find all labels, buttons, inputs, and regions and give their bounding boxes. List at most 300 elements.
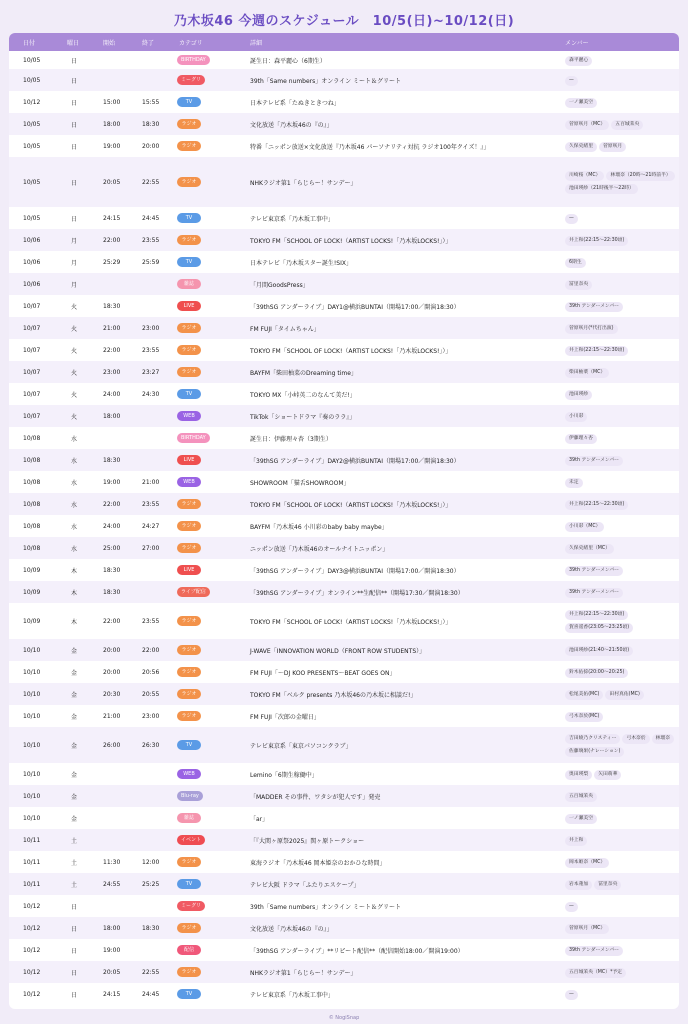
- cell-members: [555, 405, 679, 427]
- cell-start: [99, 427, 138, 449]
- cell-members: [555, 537, 679, 559]
- cell-start: 11:30: [103, 858, 121, 866]
- cell-start: 24:15: [103, 990, 121, 998]
- cell-members: [555, 705, 679, 727]
- cell-day: 水: [71, 435, 78, 443]
- member-chip: 賀喜遥香(23:05〜23:25頃): [565, 623, 633, 633]
- cell-date: 10/10: [23, 668, 41, 676]
- cell-end: 23:00: [142, 324, 160, 332]
- category-badge: ライブ配信: [177, 587, 210, 597]
- cell-detail: 日本テレビ「乃木坂スター誕生!SIX」: [250, 259, 352, 267]
- category-badge: ラジオ: [177, 345, 201, 355]
- cell-detail: 東海ラジオ「乃木坂46 岡本姫奈のおかひな時間」: [250, 859, 386, 867]
- cell-detail: TOKYO MX「小峠英二のなんて美だ!」: [250, 391, 356, 399]
- cell-day: 月: [71, 281, 78, 289]
- cell-start: 20:05: [103, 968, 121, 976]
- cell-category: [177, 705, 246, 727]
- cell-day: 金: [71, 742, 78, 750]
- table-row: [9, 135, 679, 157]
- member-chip: 岡本姫奈（MC）: [565, 858, 609, 868]
- cell-category: [177, 273, 246, 295]
- cell-day: 日: [71, 143, 78, 151]
- cell-start: 22:00: [103, 500, 121, 508]
- cell-detail: 「39thSG アンダーライブ」DAY2@横浜BUNTAI（開場17:00／開演18:30）: [250, 457, 460, 465]
- cell-members: [555, 807, 679, 829]
- cell-day: 日: [71, 903, 78, 911]
- cell-members: [555, 683, 679, 705]
- cell-date: 10/11: [23, 880, 41, 888]
- category-badge: LIVE: [177, 301, 201, 311]
- cell-end: 26:30: [142, 741, 160, 749]
- table-row: [9, 339, 679, 361]
- cell-start: 19:00: [103, 946, 121, 954]
- cell-members: [555, 135, 679, 157]
- header-start: 開始: [103, 39, 116, 47]
- cell-start: 20:30: [103, 690, 121, 698]
- table-row: [9, 559, 679, 581]
- cell-category: [177, 851, 246, 873]
- table-row: [9, 471, 679, 493]
- cell-date: 10/07: [23, 346, 41, 354]
- table-row: [9, 683, 679, 705]
- cell-day: 金: [71, 815, 78, 823]
- category-badge: LIVE: [177, 455, 201, 465]
- cell-start: 25:29: [103, 258, 121, 266]
- category-badge: TV: [177, 97, 201, 107]
- cell-date: 10/12: [23, 990, 41, 998]
- cell-members: [555, 383, 679, 405]
- cell-date: 10/08: [23, 478, 41, 486]
- category-badge: ミーグリ: [177, 75, 205, 85]
- category-badge: 雑誌: [177, 813, 201, 823]
- cell-category: [177, 113, 246, 135]
- table-row: [9, 427, 679, 449]
- category-badge: ラジオ: [177, 499, 201, 509]
- cell-category: [177, 807, 246, 829]
- cell-members: [555, 69, 679, 91]
- cell-start: 19:00: [103, 478, 121, 486]
- member-chip: 39th アンダーメンバー: [565, 456, 623, 466]
- member-chip: 井上和: [565, 836, 587, 846]
- category-badge: ラジオ: [177, 177, 201, 187]
- cell-category: [177, 961, 246, 983]
- cell-date: 10/08: [23, 522, 41, 530]
- cell-category: [177, 727, 246, 763]
- cell-date: 10/10: [23, 814, 41, 822]
- cell-end: [138, 763, 177, 785]
- cell-detail: 「ar」: [250, 815, 269, 823]
- cell-members: [555, 851, 679, 873]
- cell-day: 水: [71, 457, 78, 465]
- cell-day: 火: [71, 347, 78, 355]
- cell-category: [177, 135, 246, 157]
- cell-category: [177, 515, 246, 537]
- cell-date: 10/12: [23, 98, 41, 106]
- cell-date: 10/08: [23, 500, 41, 508]
- header-detail: 詳細: [250, 39, 263, 47]
- cell-category: [177, 493, 246, 515]
- member-chip: 林瑠奈（20時〜21時前半）: [606, 171, 674, 181]
- cell-members: [555, 785, 679, 807]
- cell-members: [555, 873, 679, 895]
- cell-category: [177, 763, 246, 785]
- cell-start: 24:00: [103, 390, 121, 398]
- cell-members: [555, 91, 679, 113]
- member-chip: 菅原咲月: [599, 142, 626, 152]
- cell-end: [138, 829, 177, 851]
- category-badge: ラジオ: [177, 689, 201, 699]
- cell-detail: BAYFM「柴田柚菜のDreaming time」: [250, 369, 357, 377]
- cell-start: [99, 763, 138, 785]
- cell-start: 24:00: [103, 522, 121, 530]
- member-chip: 鈴木佑捺(20:00〜20:25): [565, 668, 628, 678]
- category-badge: ラジオ: [177, 521, 201, 531]
- member-chip: 冨里奈央: [594, 880, 621, 890]
- cell-day: 金: [71, 793, 78, 801]
- cell-end: 24:27: [142, 522, 160, 530]
- cell-end: 24:45: [142, 214, 160, 222]
- cell-detail: 日本テレビ系「たぬきときつね」: [250, 99, 340, 107]
- cell-date: 10/05: [23, 214, 41, 222]
- cell-detail: SHOWROOM「猫舌SHOWROOM」: [250, 479, 350, 487]
- cell-date: 10/10: [23, 712, 41, 720]
- cell-start: [99, 69, 138, 91]
- category-badge: TV: [177, 740, 201, 750]
- cell-date: 10/08: [23, 544, 41, 552]
- cell-date: 10/09: [23, 566, 41, 574]
- cell-end: 25:59: [142, 258, 160, 266]
- table-row: [9, 851, 679, 873]
- cell-category: [177, 229, 246, 251]
- cell-date: 10/12: [23, 946, 41, 954]
- cell-detail: TOKYO FM「SCHOOL OF LOCK!（ARTIST LOCKS!「乃木坂LOCKS!」）」: [250, 347, 452, 355]
- cell-category: [177, 683, 246, 705]
- cell-end: [138, 405, 177, 427]
- cell-members: [555, 51, 679, 69]
- cell-detail: ニッポン放送「乃木坂46のオールナイトニッポン」: [250, 545, 389, 553]
- cell-day: 日: [71, 121, 78, 129]
- member-chip: —: [565, 76, 578, 86]
- cell-members: [555, 983, 679, 1005]
- cell-start: 24:15: [103, 214, 121, 222]
- page-title: 乃木坂46 今週のスケジュール 10/5(日)~10/12(日): [173, 14, 515, 29]
- table-row: [9, 383, 679, 405]
- cell-detail: TOKYO FM「SCHOOL OF LOCK!（ARTIST LOCKS!「乃木坂LOCKS!」）」: [250, 618, 452, 626]
- cell-day: 月: [71, 259, 78, 267]
- cell-start: 15:00: [103, 98, 121, 106]
- member-chip: 井上和(22:15〜22:30頃): [565, 236, 628, 246]
- category-badge: ラジオ: [177, 235, 201, 245]
- cell-end: 23:55: [142, 617, 160, 625]
- cell-category: [177, 207, 246, 229]
- cell-members: [555, 157, 679, 207]
- cell-date: 10/09: [23, 617, 41, 625]
- cell-category: [177, 639, 246, 661]
- cell-members: [555, 427, 679, 449]
- table-row: [9, 661, 679, 683]
- cell-end: 18:30: [142, 120, 160, 128]
- cell-members: [555, 515, 679, 537]
- member-chip: 池田瑛紗(21:40〜21:50頃): [565, 646, 633, 656]
- cell-end: 12:00: [142, 858, 160, 866]
- cell-day: 金: [71, 771, 78, 779]
- member-chip: 井上和(22:15〜22:30頃): [565, 346, 628, 356]
- member-chip: 佐藤璃果(ナレーション): [565, 747, 624, 757]
- cell-category: [177, 449, 246, 471]
- cell-members: [555, 939, 679, 961]
- cell-category: [177, 339, 246, 361]
- cell-members: [555, 229, 679, 251]
- table-row: [9, 639, 679, 661]
- cell-detail: テレビ東京系「東京パソコンクラブ」: [250, 742, 352, 750]
- cell-category: [177, 471, 246, 493]
- cell-date: 10/07: [23, 412, 41, 420]
- cell-day: 日: [71, 179, 78, 187]
- cell-date: 10/10: [23, 770, 41, 778]
- cell-start: 24:55: [103, 880, 121, 888]
- cell-end: 27:00: [142, 544, 160, 552]
- table-row: [9, 895, 679, 917]
- cell-members: [555, 639, 679, 661]
- cell-detail: 文化放送「乃木坂46の『の』」: [250, 121, 333, 129]
- cell-date: 10/10: [23, 646, 41, 654]
- cell-start: 18:30: [103, 566, 121, 574]
- cell-day: 日: [71, 57, 78, 65]
- cell-day: 金: [71, 669, 78, 677]
- member-chip: 池田瑛紗（21時後半〜22時）: [565, 184, 638, 194]
- cell-end: 23:55: [142, 500, 160, 508]
- category-badge: BIRTHDAY: [177, 433, 210, 443]
- cell-category: [177, 603, 246, 639]
- cell-start: [99, 829, 138, 851]
- cell-members: [555, 917, 679, 939]
- category-badge: TV: [177, 213, 201, 223]
- cell-date: 10/05: [23, 56, 41, 64]
- cell-category: [177, 661, 246, 683]
- table-row: [9, 515, 679, 537]
- schedule-card: [9, 33, 679, 1009]
- category-badge: イベント: [177, 835, 205, 845]
- cell-members: [555, 961, 679, 983]
- cell-end: 20:56: [142, 668, 160, 676]
- cell-date: 10/05: [23, 120, 41, 128]
- cell-detail: TOKYO FM「SCHOOL OF LOCK!（ARTIST LOCKS!「乃木坂LOCKS!」）」: [250, 501, 452, 509]
- category-badge: TV: [177, 879, 201, 889]
- cell-end: [138, 785, 177, 807]
- cell-detail: NHKラジオ第1「らじらー！サンデー」: [250, 179, 357, 187]
- table-row: [9, 493, 679, 515]
- cell-end: 23:55: [142, 346, 160, 354]
- cell-start: 22:00: [103, 236, 121, 244]
- cell-detail: 「39thSG アンダーライブ」DAY3@横浜BUNTAI（開場17:00／開演18:30）: [250, 567, 460, 575]
- cell-start: 18:00: [103, 924, 121, 932]
- member-chip: 五百城茉央: [611, 120, 643, 130]
- cell-date: 10/11: [23, 836, 41, 844]
- member-chip: —: [565, 990, 578, 1000]
- cell-day: 日: [71, 925, 78, 933]
- table-row: [9, 807, 679, 829]
- cell-day: 水: [71, 501, 78, 509]
- table-row: [9, 251, 679, 273]
- cell-day: 木: [71, 618, 78, 626]
- cell-detail: FM FUJI「タイムちゃん」: [250, 325, 320, 333]
- cell-members: [555, 581, 679, 603]
- cell-detail: 「39thSG アンダーライブ」オンライン**生配信**（開場17:30／開演18:30）: [250, 589, 464, 597]
- member-chip: 川崎桜（MC）: [565, 171, 604, 181]
- cell-detail: 「『大関ヶ原祭2025』関ヶ原トークショー: [250, 837, 365, 845]
- cell-end: [138, 69, 177, 91]
- cell-date: 10/10: [23, 741, 41, 749]
- cell-end: 23:55: [142, 236, 160, 244]
- member-chip: 奥田瑛梨: [565, 770, 592, 780]
- cell-day: 金: [71, 713, 78, 721]
- member-chip: 39th アンダーメンバー: [565, 946, 623, 956]
- category-badge: ラジオ: [177, 667, 201, 677]
- member-chip: 柴田柚菜（MC）: [565, 368, 609, 378]
- cell-members: [555, 361, 679, 383]
- category-badge: ラジオ: [177, 711, 201, 721]
- cell-end: [138, 895, 177, 917]
- category-badge: ラジオ: [177, 923, 201, 933]
- member-chip: 一ノ瀬美空: [565, 814, 597, 824]
- table-row: [9, 603, 679, 639]
- cell-start: [99, 895, 138, 917]
- table-row: [9, 91, 679, 113]
- header-day: 曜日: [67, 39, 80, 47]
- member-chip: 小川彩: [565, 412, 587, 422]
- cell-date: 10/06: [23, 280, 41, 288]
- header-category: カテゴリ: [179, 39, 203, 47]
- cell-date: 10/06: [23, 236, 41, 244]
- cell-members: [555, 763, 679, 785]
- cell-day: 火: [71, 303, 78, 311]
- table-row: [9, 69, 679, 91]
- cell-day: 水: [71, 523, 78, 531]
- category-badge: TV: [177, 389, 201, 399]
- cell-start: 26:00: [103, 741, 121, 749]
- member-chip: 39th アンダーメンバー: [565, 588, 623, 598]
- member-chip: 39th アンダーメンバー: [565, 566, 623, 576]
- cell-category: [177, 537, 246, 559]
- cell-date: 10/07: [23, 302, 41, 310]
- cell-date: 10/12: [23, 968, 41, 976]
- cell-end: 24:30: [142, 390, 160, 398]
- cell-detail: 「月間GoodsPress」: [250, 281, 309, 289]
- cell-start: 21:00: [103, 712, 121, 720]
- cell-members: [555, 471, 679, 493]
- cell-day: 土: [71, 881, 78, 889]
- cell-end: [138, 581, 177, 603]
- category-badge: ラジオ: [177, 645, 201, 655]
- cell-date: 10/07: [23, 324, 41, 332]
- member-chip: 井上和(22:15〜22:30頃): [565, 610, 628, 620]
- table-body: [9, 51, 679, 1005]
- table-row: [9, 727, 679, 763]
- cell-start: 22:00: [103, 346, 121, 354]
- category-badge: ラジオ: [177, 543, 201, 553]
- member-chip: 五百城茉央: [565, 792, 597, 802]
- cell-date: 10/12: [23, 924, 41, 932]
- table-row: [9, 317, 679, 339]
- cell-detail: BAYFM「乃木坂46 小川彩のbaby baby maybe」: [250, 523, 388, 531]
- cell-start: 20:00: [103, 668, 121, 676]
- member-chip: 菅原咲月（MC）: [565, 924, 609, 934]
- cell-category: [177, 873, 246, 895]
- cell-day: 日: [71, 215, 78, 223]
- cell-date: 10/05: [23, 178, 41, 186]
- table-row: [9, 113, 679, 135]
- cell-detail: 誕生日：森平麗心（6期生）: [250, 57, 326, 65]
- cell-end: 15:55: [142, 98, 160, 106]
- cell-day: 金: [71, 691, 78, 699]
- category-badge: BIRTHDAY: [177, 55, 210, 65]
- cell-end: 18:30: [142, 924, 160, 932]
- member-chip: —: [565, 902, 578, 912]
- cell-day: 水: [71, 545, 78, 553]
- member-chip: 久保史緒里: [565, 142, 597, 152]
- cell-category: [177, 829, 246, 851]
- cell-day: 日: [71, 969, 78, 977]
- member-chip: 6期生: [565, 258, 586, 268]
- member-chip: 池田瑛紗: [565, 390, 592, 400]
- cell-start: [99, 273, 138, 295]
- cell-end: [138, 295, 177, 317]
- table-row: [9, 873, 679, 895]
- cell-start: 20:00: [103, 646, 121, 654]
- cell-detail: 文化放送「乃木坂46の『の』」: [250, 925, 333, 933]
- cell-date: 10/09: [23, 588, 41, 596]
- cell-category: [177, 51, 246, 69]
- cell-category: [177, 895, 246, 917]
- cell-members: [555, 273, 679, 295]
- category-badge: TV: [177, 989, 201, 999]
- cell-members: [555, 295, 679, 317]
- cell-start: 21:00: [103, 324, 121, 332]
- cell-start: [99, 51, 138, 69]
- table-row: [9, 361, 679, 383]
- cell-date: 10/11: [23, 858, 41, 866]
- member-chip: 伊藤理々杏: [565, 434, 597, 444]
- category-badge: WEB: [177, 411, 201, 421]
- cell-members: [555, 449, 679, 471]
- cell-detail: 「39thSG アンダーライブ」DAY1@横浜BUNTAI（開場17:00／開演18:30）: [250, 303, 460, 311]
- cell-members: [555, 251, 679, 273]
- cell-members: [555, 661, 679, 683]
- category-badge: WEB: [177, 769, 201, 779]
- cell-members: [555, 317, 679, 339]
- cell-detail: テレビ大阪 ドラマ「ふたりエスケープ」: [250, 881, 360, 889]
- category-badge: WEB: [177, 477, 201, 487]
- cell-date: 10/10: [23, 792, 41, 800]
- category-badge: ラジオ: [177, 141, 201, 151]
- cell-detail: TOKYO FM「SCHOOL OF LOCK!（ARTIST LOCKS!「乃木坂LOCKS!」）」: [250, 237, 452, 245]
- table-row: [9, 295, 679, 317]
- cell-detail: テレビ東京系「乃木坂工事中」: [250, 991, 334, 999]
- cell-start: 18:30: [103, 588, 121, 596]
- table-row: [9, 229, 679, 251]
- cell-end: 24:45: [142, 990, 160, 998]
- category-badge: TV: [177, 257, 201, 267]
- table-row: [9, 829, 679, 851]
- cell-category: [177, 581, 246, 603]
- cell-members: [555, 493, 679, 515]
- cell-day: 日: [71, 77, 78, 85]
- cell-category: [177, 295, 246, 317]
- table-row: [9, 273, 679, 295]
- cell-end: 20:00: [142, 142, 160, 150]
- cell-date: 10/08: [23, 434, 41, 442]
- category-badge: LIVE: [177, 565, 201, 575]
